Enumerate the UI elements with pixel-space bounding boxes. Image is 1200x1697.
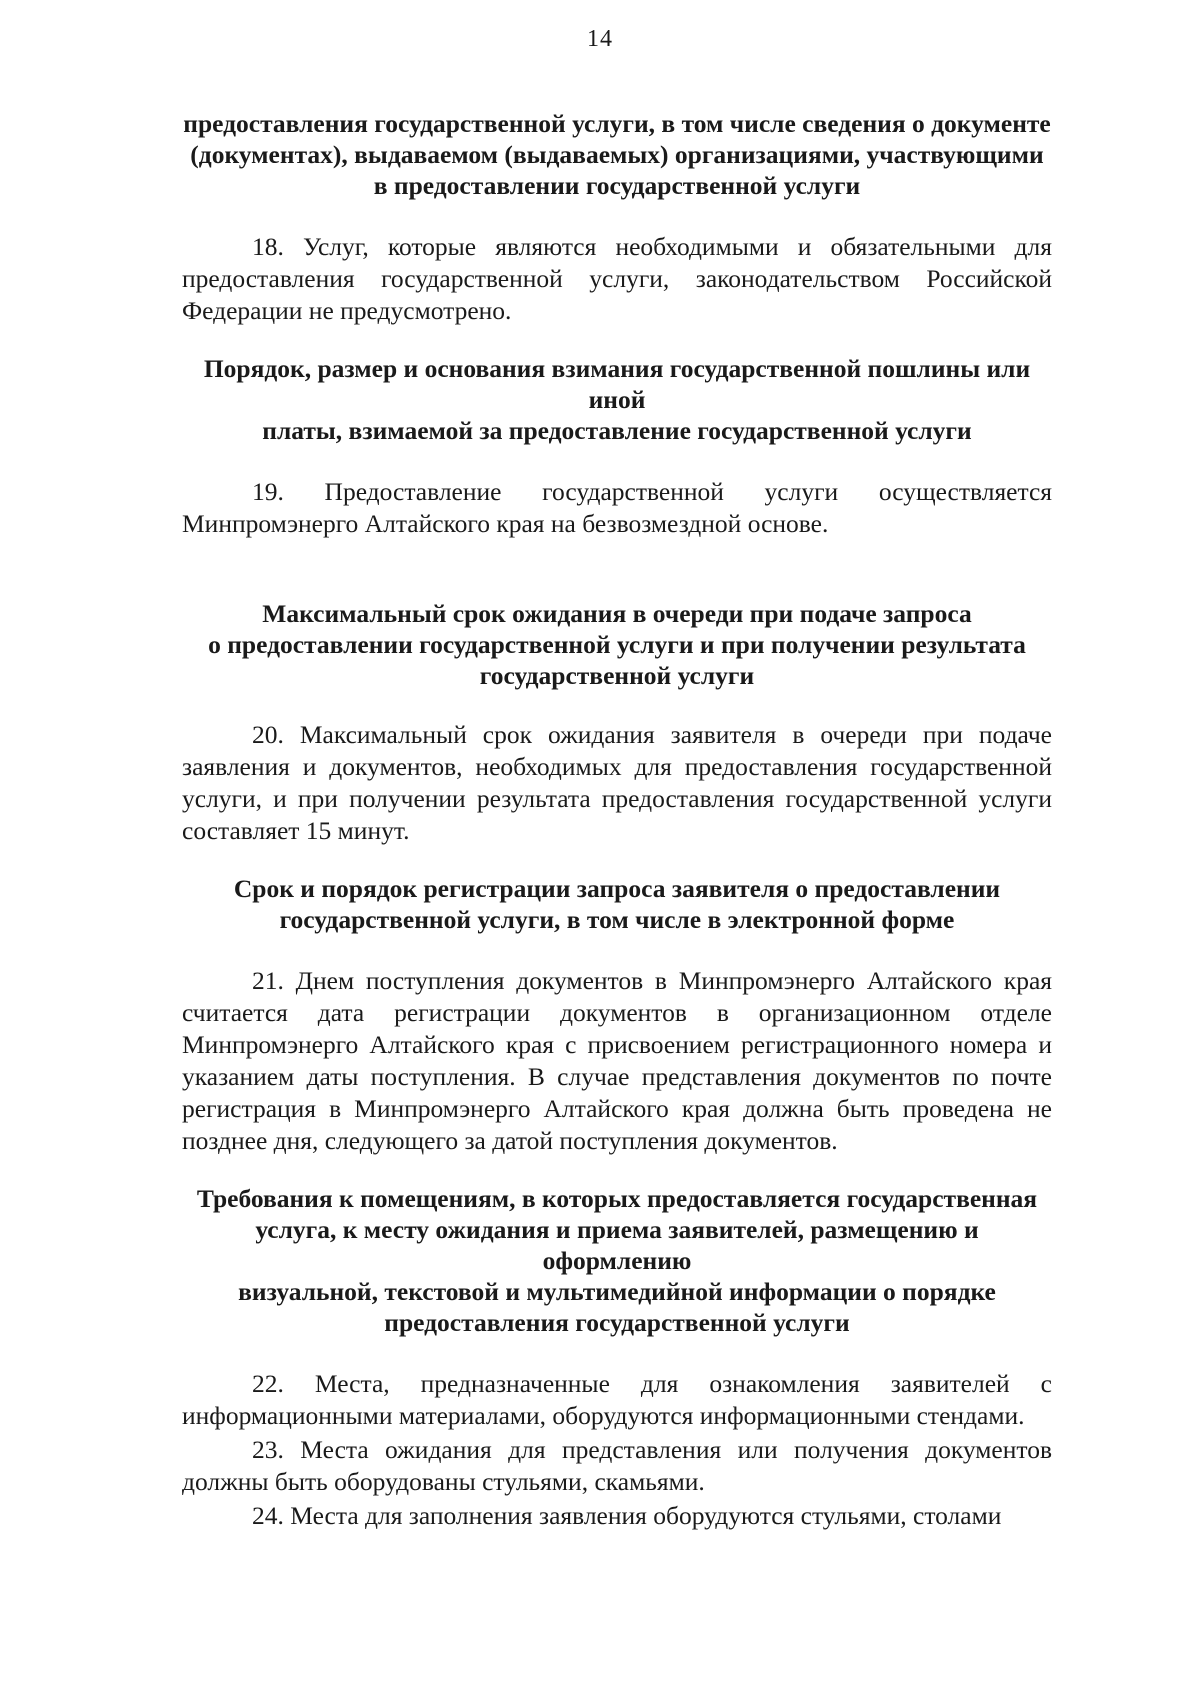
heading-line: в предоставлении государственной услуги — [373, 171, 861, 200]
paragraph-24: 24. Места для заполнения заявления оборудуются стульями, столами — [252, 1501, 1002, 1530]
section-heading-queue — [182, 598, 1052, 691]
paragraph-19: 19. Предоставление государственной услуги осуществляется Минпромэнерго Алтайского края на безвозмездной основе. — [182, 477, 1052, 538]
document-body — [182, 108, 1052, 1532]
heading-line: визуальной, текстовой и мультимедийной информации о порядке — [238, 1277, 996, 1306]
heading-line: государственной услуги, в том числе в электронной форме — [279, 905, 955, 934]
heading-line: Требования к помещениям, в которых предоставляется государственная — [196, 1184, 1038, 1213]
paragraph-22: 22. Места, предназначенные для ознакомления заявителей с информационными материалами, оборудуются информационными стендами. — [182, 1369, 1052, 1430]
heading-line: о предоставлении государственной услуги и при получении результата — [208, 630, 1026, 659]
page-number: 14 — [587, 26, 613, 52]
section-heading-documents — [182, 108, 1052, 201]
paragraph-20: 20. Максимальный срок ожидания заявителя в очереди при подаче заявления и документов, необходимых для предоставления государственной услуги, и при получении результата предоставления государственной услуги составляет 15 минут. — [182, 720, 1052, 845]
section-heading-premises — [182, 1183, 1052, 1338]
heading-line: Максимальный срок ожидания в очереди при подаче запроса — [262, 599, 972, 628]
section-heading-fee — [182, 353, 1052, 446]
paragraph-18: 18. Услуг, которые являются необходимыми и обязательными для предоставления государственной услуги, законодательством Российской Федерации не предусмотрено. — [182, 232, 1052, 325]
heading-line: Срок и порядок регистрации запроса заявителя о предоставлении — [233, 874, 1001, 903]
heading-line: государственной услуги — [479, 661, 755, 690]
heading-line: платы, взимаемой за предоставление государственной услуги — [262, 416, 972, 445]
paragraph-23: 23. Места ожидания для представления или получения документов должны быть оборудованы стульями, скамьями. — [182, 1435, 1052, 1496]
heading-line: Порядок, размер и основания взимания государственной пошлины или иной — [203, 354, 1031, 414]
paragraph-21: 21. Днем поступления документов в Минпромэнерго Алтайского края считается дата регистрации документов в организационном отделе Минпромэнерго Алтайского края с присвоением регистрационного номера и указанием даты поступления. В случае представления документов по почте регистрация в Минпромэнерго Алтайского края должна быть проведена не позднее дня, следующего за датой поступления документов. — [182, 966, 1052, 1155]
heading-line: услуга, к месту ожидания и приема заявителей, размещению и оформлению — [255, 1215, 979, 1275]
heading-line: (документах), выдаваемом (выдаваемых) организациями, участвующими — [190, 140, 1044, 169]
section-heading-registration — [182, 873, 1052, 935]
heading-line: предоставления государственной услуги, в том числе сведения о документе — [183, 109, 1051, 138]
heading-line: предоставления государственной услуги — [384, 1308, 850, 1337]
